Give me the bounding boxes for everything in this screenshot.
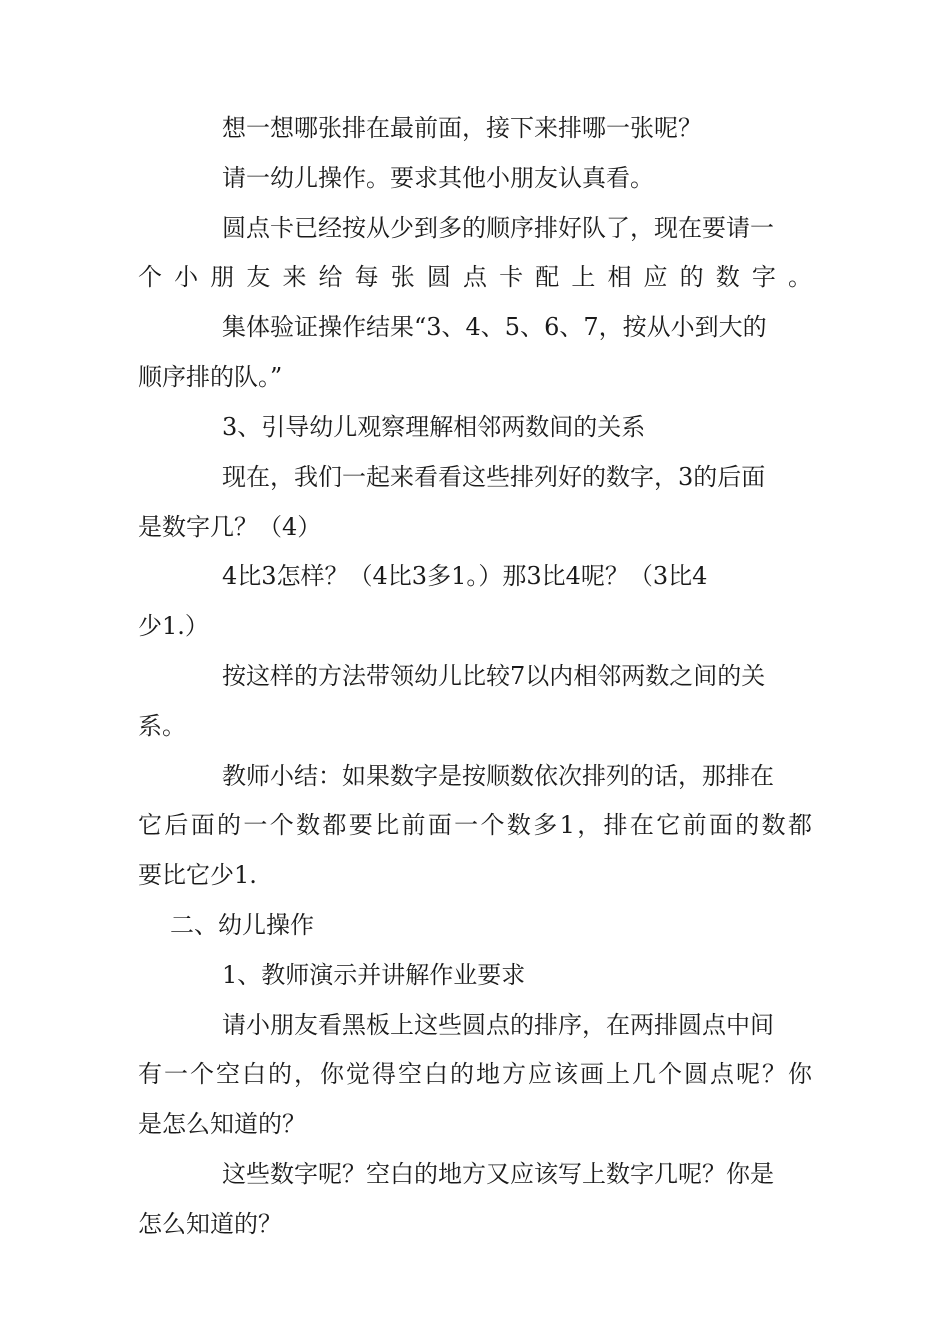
- paragraph-line: 少1.）: [138, 612, 209, 640]
- paragraph-line: 要比它少1.: [138, 861, 257, 889]
- paragraph-line: 是怎么知道的？: [138, 1110, 306, 1138]
- paragraph-line: 请小朋友看黑板上这些圆点的排序，在两排圆点中间: [222, 1011, 774, 1039]
- paragraph-line: 系。: [138, 712, 186, 740]
- paragraph-line: 请一幼儿操作。要求其他小朋友认真看。: [222, 164, 654, 192]
- paragraph-line: 顺序排的队。”: [138, 363, 283, 391]
- paragraph-line: 它后面的一个数都要比前面一个数多1，排在它前面的数都: [138, 811, 812, 839]
- section-heading: 1、教师演示并讲解作业要求: [222, 961, 526, 989]
- section-heading: 二、幼儿操作: [170, 911, 314, 939]
- paragraph-line: 有一个空白的，你觉得空白的地方应该画上几个圆点呢？你: [138, 1060, 812, 1088]
- paragraph-line: 现在，我们一起来看看这些排列好的数字，3的后面: [222, 463, 766, 491]
- paragraph-line: 怎么知道的？: [138, 1210, 282, 1238]
- paragraph-line: 是数字几？（4）: [138, 513, 322, 541]
- paragraph-line: 集体验证操作结果“3、4、5、6、7，按从小到大的: [222, 313, 767, 341]
- paragraph-line: 4比3怎样？（4比3多1。）那3比4呢？（3比4: [222, 562, 708, 590]
- paragraph-line: 圆点卡已经按从少到多的顺序排好队了，现在要请一: [222, 214, 774, 242]
- section-heading: 3、引导幼儿观察理解相邻两数间的关系: [222, 413, 646, 441]
- paragraph-line: 想一想哪张排在最前面，接下来排哪一张呢？: [222, 114, 702, 142]
- paragraph-line: 按这样的方法带领幼儿比较7以内相邻两数之间的关: [222, 662, 766, 690]
- paragraph-line: 个小朋友来给每张圆点卡配上相应的数字。: [138, 263, 812, 291]
- paragraph-line: 教师小结：如果数字是按顺数依次排列的话，那排在: [222, 762, 774, 790]
- paragraph-line: 这些数字呢？空白的地方又应该写上数字几呢？你是: [222, 1160, 774, 1188]
